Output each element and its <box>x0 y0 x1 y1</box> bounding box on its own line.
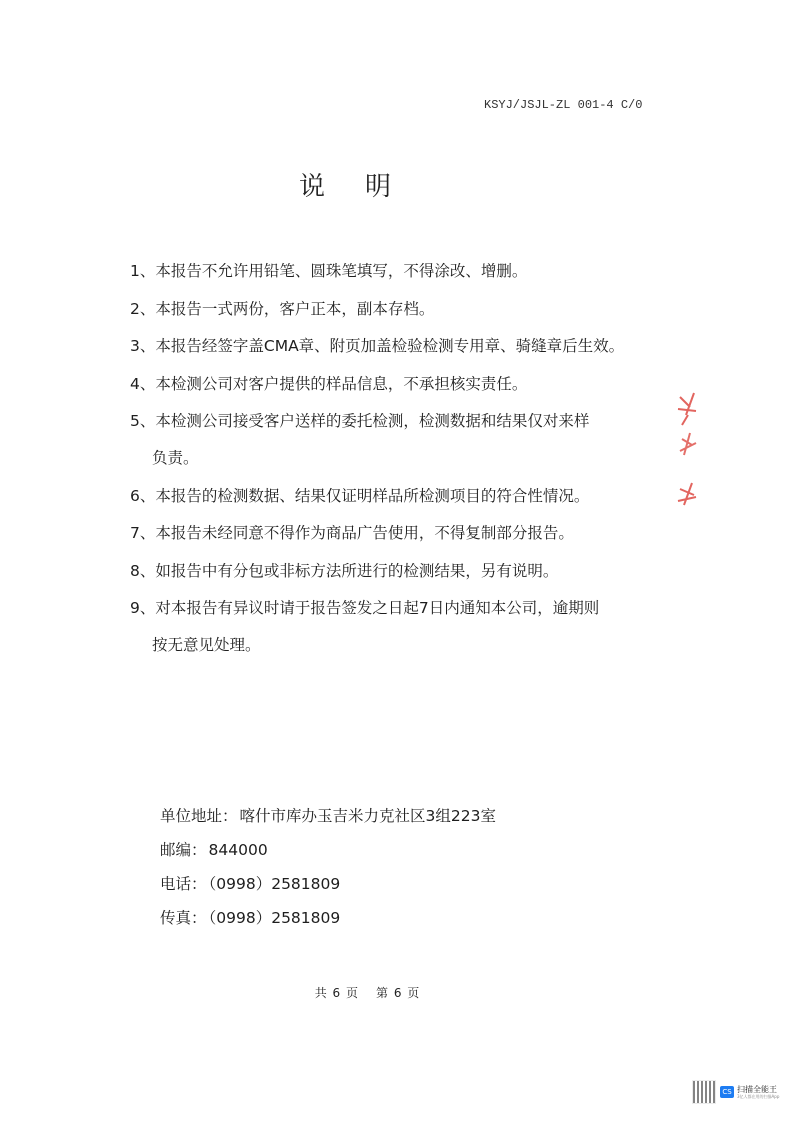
instructions-list <box>130 262 650 674</box>
list-item <box>130 487 650 505</box>
item-text: 本检测公司接受客户送样的委托检测，检测数据和结果仅对来样 <box>155 412 590 430</box>
item-text: 本检测公司对客户提供的样品信息，不承担核实责任。 <box>155 374 528 393</box>
list-item <box>130 599 650 654</box>
phone-row <box>160 875 496 893</box>
postcode-row <box>160 841 496 859</box>
list-item <box>130 300 650 318</box>
item-continuation: 按无意见处理。 <box>152 636 261 654</box>
phone-label: 电话： <box>160 875 207 893</box>
postcode-value: 844000 <box>208 841 268 859</box>
item-text: 如报告中有分包或非标方法所进行的检测结果，另有说明。 <box>155 561 559 580</box>
item-text: 本报告一式两份，客户正本，副本存档。 <box>155 299 435 318</box>
item-text: 本报告不允许用铅笔、圆珠笔填写，不得涂改、增删。 <box>155 262 528 280</box>
item-text: 本报告经签字盖CMA章、附页加盖检验检测专用章、骑缝章后生效。 <box>155 337 625 355</box>
document-code: KSYJ/JSJL-ZL 001-4 C/0 <box>484 98 643 112</box>
scanner-watermark <box>692 1078 790 1106</box>
camscanner-logo-icon: CS <box>720 1086 734 1098</box>
scanner-text <box>737 1085 779 1100</box>
list-item <box>130 262 650 280</box>
phone-value: （0998）2581809 <box>208 875 341 893</box>
item-number: 4、 <box>130 374 156 393</box>
list-item <box>130 412 650 467</box>
item-text: 本报告的检测数据、结果仅证明样品所检测项目的符合性情况。 <box>155 486 590 505</box>
item-continuation: 负责。 <box>152 449 199 467</box>
item-number: 9、 <box>130 599 156 617</box>
item-text: 本报告未经同意不得作为商品广告使用，不得复制部分报告。 <box>155 524 574 542</box>
item-text: 对本报告有异议时请于报告签发之日起7日内通知本公司，逾期则 <box>155 599 600 617</box>
item-number: 6、 <box>130 486 156 505</box>
page-title: 说明 <box>298 172 431 202</box>
page-footer <box>0 984 734 1001</box>
item-number: 3、 <box>130 337 156 355</box>
address-label: 单位地址： <box>160 807 238 825</box>
address-value: 喀什市库办玉吉米力克社区3组223室 <box>239 807 496 825</box>
fax-row <box>160 909 496 927</box>
fax-value: （0998）2581809 <box>208 909 341 927</box>
list-item <box>130 524 650 542</box>
item-number: 1、 <box>130 262 156 280</box>
scanner-tagline: 3亿人都在用的扫描App <box>737 1093 780 1099</box>
current-page: 第 6 页 <box>376 986 420 1000</box>
postcode-label: 邮编： <box>160 841 207 859</box>
list-item <box>130 337 650 355</box>
list-item <box>130 375 650 393</box>
address-row <box>160 807 496 825</box>
item-number: 2、 <box>130 299 156 318</box>
item-number: 8、 <box>130 561 156 580</box>
item-number: 7、 <box>130 524 156 542</box>
item-number: 5、 <box>130 412 156 430</box>
contact-info <box>160 807 496 943</box>
list-item <box>130 562 650 580</box>
fax-label: 传真： <box>160 909 207 927</box>
scanner-name: 扫描全能王 <box>737 1084 777 1094</box>
qr-code-icon <box>692 1080 716 1104</box>
seal-stamp-fragment-icon <box>676 385 700 515</box>
total-pages: 共 6 页 <box>314 986 358 1000</box>
